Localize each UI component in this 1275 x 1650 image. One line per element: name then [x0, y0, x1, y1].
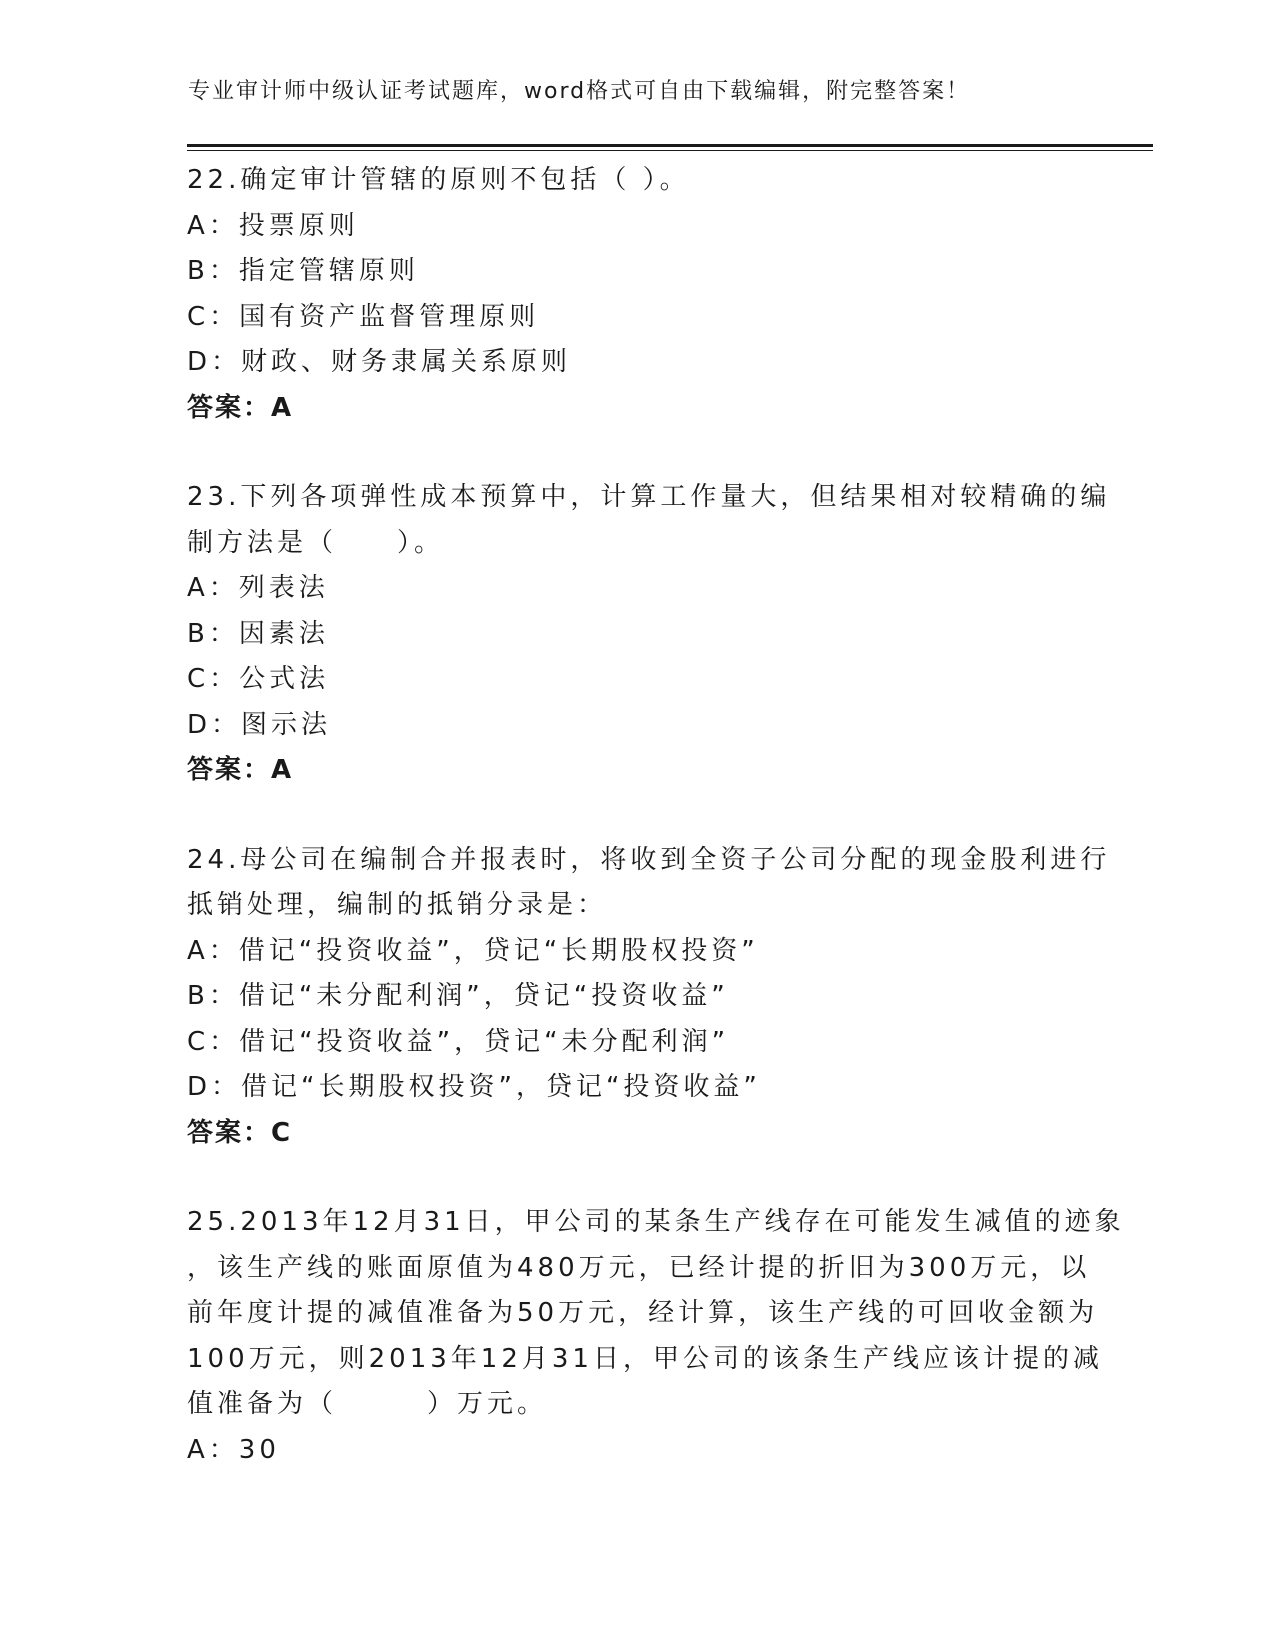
question-23-option-d: D：图示法	[187, 709, 332, 740]
question-23	[187, 475, 1111, 794]
question-22	[187, 158, 1087, 431]
question-25-stem-line-1: 25.2013年12月31日，甲公司的某条生产线存在可能发生减值的迹象	[187, 1207, 1125, 1237]
question-23-option-b: B：因素法	[187, 618, 329, 649]
question-25-stem-line-3: 前年度计提的减值准备为50万元，经计算，该生产线的可回收金额为	[187, 1298, 1099, 1328]
question-22-option-c: C：国有资产监督管理原则	[187, 301, 540, 332]
question-23-stem-line-2: 制方法是（ ）。	[187, 527, 445, 558]
question-25	[187, 1200, 1125, 1473]
header-rule-thin	[187, 150, 1153, 151]
question-25-stem-line-5: 值准备为（ ）万元。	[187, 1389, 548, 1419]
question-24-stem-line-1: 24.母公司在编制合并报表时，将收到全资子公司分配的现金股利进行	[187, 844, 1111, 875]
question-23-option-c: C：公式法	[187, 664, 330, 694]
question-22-option-b: B：指定管辖原则	[187, 256, 419, 286]
question-24-stem-line-2: 抵销处理，编制的抵销分录是：	[187, 890, 608, 920]
question-24-option-c: C：借记“投资收益”，贷记“未分配利润”	[187, 1026, 730, 1057]
question-24-option-d: D：借记“长期股权投资”，贷记“投资收益”	[187, 1072, 761, 1102]
question-22-option-a: A：投票原则	[187, 210, 359, 241]
question-23-answer: 答案：A	[187, 755, 294, 785]
question-list	[187, 158, 1125, 1473]
question-25-stem-line-4: 100万元，则2013年12月31日，甲公司的该条生产线应该计提的减	[187, 1343, 1103, 1374]
question-22-stem: 22.确定审计管辖的原则不包括（ ）。	[187, 165, 690, 195]
question-22-option-d: D：财政、财务隶属关系原则	[187, 347, 572, 377]
question-24	[187, 838, 1111, 1157]
question-22-answer: 答案：A	[187, 392, 294, 423]
question-24-answer: 答案：C	[187, 1117, 293, 1148]
header-rule-thick	[187, 144, 1153, 147]
question-23-option-a: A：列表法	[187, 573, 329, 603]
question-24-option-b: B：借记“未分配利润”，贷记“投资收益”	[187, 981, 729, 1011]
question-24-option-a: A：借记“投资收益”，贷记“长期股权投资”	[187, 935, 759, 966]
question-23-stem-line-1: 23.下列各项弹性成本预算中，计算工作量大，但结果相对较精确的编	[187, 482, 1111, 512]
document-header: 专业审计师中级认证考试题库，word格式可自由下载编辑，附完整答案！	[188, 79, 971, 104]
question-25-stem-line-2: ，该生产线的账面原值为480万元，已经计提的折旧为300万元，以	[187, 1252, 1091, 1283]
question-25-option-a: A：30	[187, 1434, 280, 1465]
